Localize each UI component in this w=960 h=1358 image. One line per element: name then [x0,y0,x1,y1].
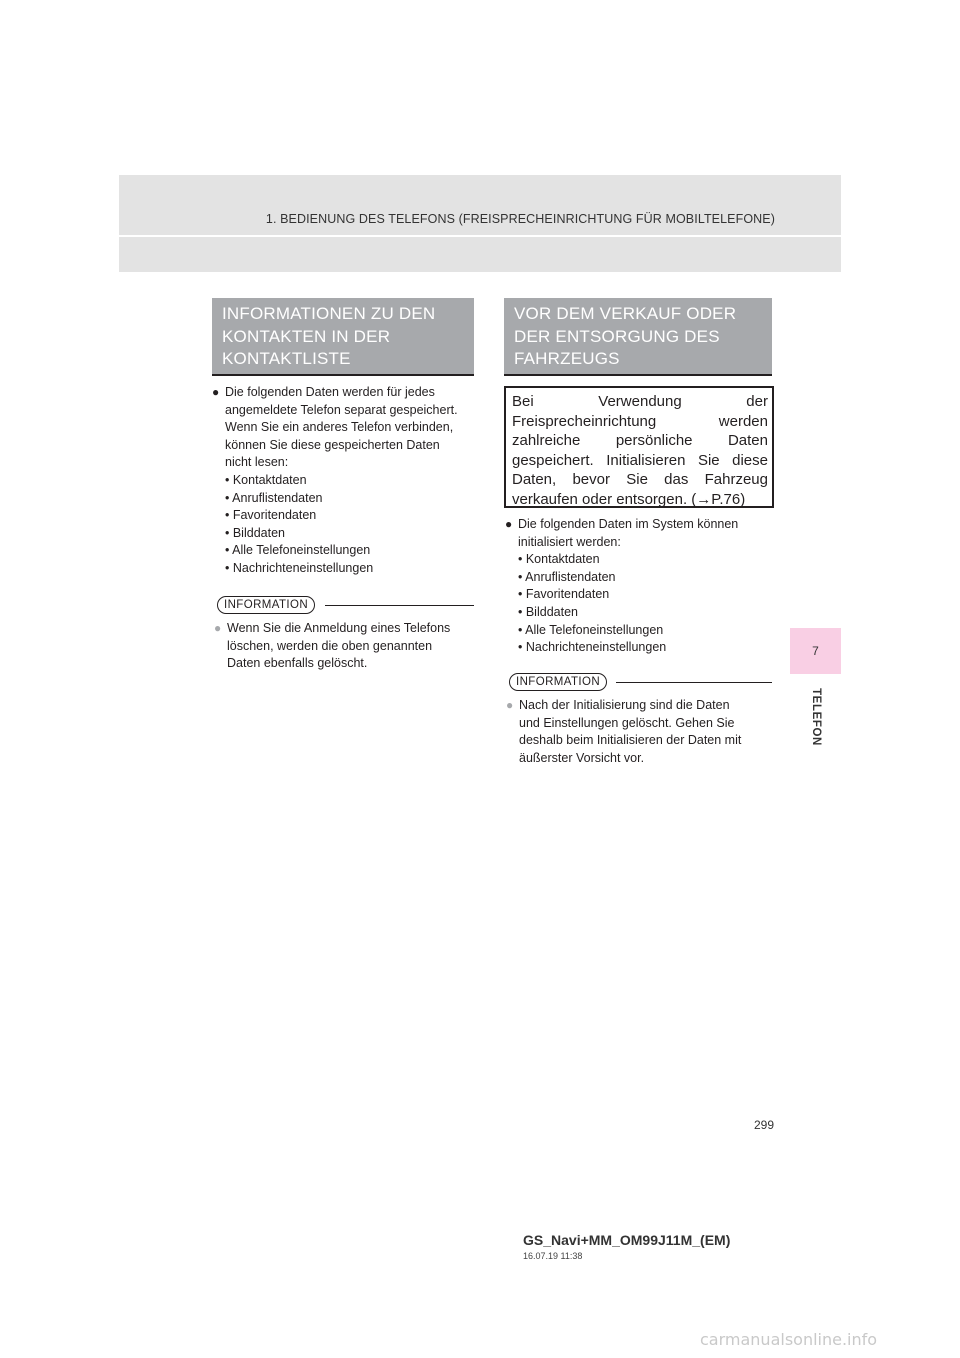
list-item [505,516,773,657]
notice-line: Daten, bevor Sie das Fahrzeug [512,471,768,489]
notice-line: Freisprecheinrichtung werden [512,412,768,430]
chapter-number: 7 [812,644,819,658]
bullet-icon: ● [214,621,222,635]
information-rule [325,605,474,606]
running-header-title: 1. BEDIENUNG DES TELEFONS (FREISPRECHEINRICHTUNG FÜR MOBILTELEFONE) [265,212,775,226]
chapter-tab [790,628,841,674]
sub-item: • Nachrichteneinstellungen [518,640,667,655]
list-item [506,697,772,767]
information-label: INFORMATION [217,596,315,614]
heading-line: DER ENTSORGUNG DES [514,326,720,346]
list-item [212,384,480,578]
sub-item: • Favoritendaten [518,587,610,602]
chapter-side-label [788,682,844,752]
watermark: carmanualsonline.info [700,1330,878,1349]
heading-line: KONTAKTEN IN DER [222,326,391,346]
note-text-line: und Einstellungen gelöscht. Gehen Sie [519,715,735,730]
sub-item: • Kontaktdaten [518,552,600,567]
bullet-text-line: können Sie diese gespeicherten Daten [225,437,440,452]
bullet-text-line: nicht lesen: [225,455,289,470]
page-number: 299 [753,1118,774,1132]
notice-line: Bei Verwendung der [512,393,768,410]
note-text-line: deshalb beim Initialisieren der Daten mit [519,733,742,748]
note-text-line: Daten ebenfalls gelöscht. [227,656,368,671]
section-heading-sale-disposal [504,298,772,374]
bullet-text-line: Die folgenden Daten werden für jedes [225,385,435,399]
notice-box [504,386,774,508]
sub-item: • Favoritendaten [225,508,317,523]
bullet-icon: ● [212,385,220,399]
initialize-bullet-list [505,516,773,657]
bullet-text-line: Die folgenden Daten im System können [518,517,739,531]
header-divider [119,235,841,237]
section-underline [212,374,474,376]
note-text-line: äußerster Vorsicht vor. [519,750,645,765]
information-rule [616,682,772,683]
document-code: GS_Navi+MM_OM99J11M_(EM) [523,1232,731,1248]
sub-item: • Alle Telefoneinstellungen [518,622,664,637]
heading-line: KONTAKTLISTE [222,349,351,368]
chapter-label: TELEFON [810,688,822,746]
list-item [214,620,476,673]
bullet-text-line: Wenn Sie ein anderes Telefon verbinden, [225,420,454,435]
contacts-bullet-list [212,384,480,578]
note-text-line: löschen, werden die oben genannten [227,638,433,653]
notice-line: zahlreiche persönliche Daten [512,432,768,450]
heading-line: VOR DEM VERKAUF ODER [514,304,737,323]
print-timestamp: 16.07.19 11:38 [523,1251,583,1261]
heading-line: FAHRZEUGS [514,349,620,368]
sub-item: • Anruflistendaten [518,569,616,584]
sub-item: • Nachrichteneinstellungen [225,560,374,575]
information-label: INFORMATION [509,673,607,691]
information-note-initialize [506,697,772,767]
note-text-line: Nach der Initialisierung sind die Daten [519,698,730,712]
sub-item: • Anruflistendaten [225,490,323,505]
notice-line: verkaufen oder entsorgen. (→P.76) [512,490,746,508]
sub-item: • Alle Telefoneinstellungen [225,543,371,558]
sub-item: • Bilddaten [225,525,285,540]
bullet-text-line: initialisiert werden: [518,534,621,549]
heading-line: INFORMATIONEN ZU DEN [222,304,436,323]
sub-item: • Kontaktdaten [225,472,307,487]
note-text-line: Wenn Sie die Anmeldung eines Telefons [227,621,451,635]
section-underline [504,374,772,376]
bullet-text-line: angemeldete Telefon separat gespeichert. [225,402,458,417]
bullet-icon: ● [506,698,514,712]
section-heading-contacts [212,298,474,374]
notice-line: gespeichert. Initialisieren Sie diese [512,451,768,469]
sub-item: • Bilddaten [518,604,578,619]
information-note-contacts [214,620,476,673]
bullet-icon: ● [505,517,513,531]
